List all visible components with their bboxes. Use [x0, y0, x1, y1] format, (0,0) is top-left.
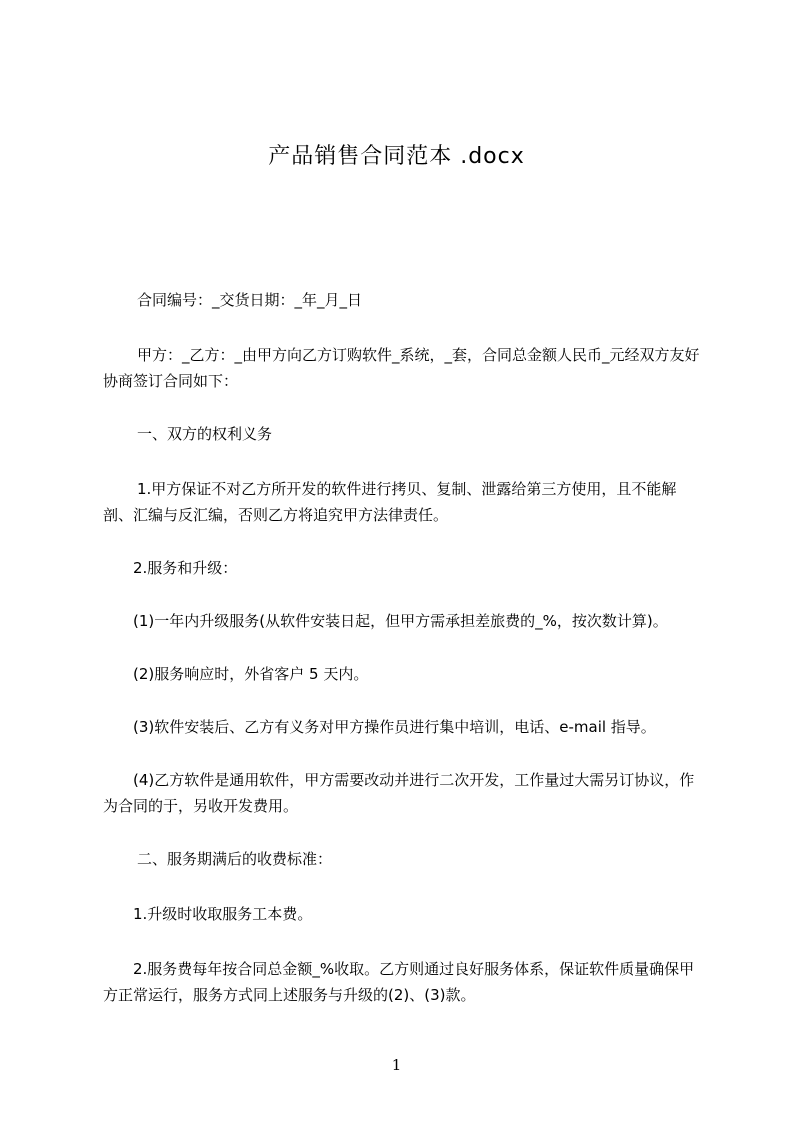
contract-number-line: 合同编号：_交货日期：_年_月_日	[137, 291, 363, 309]
sub-clause-4: (4)乙方软件是通用软件，甲方需要改动并进行二次开发，工作量过大需另订协议，作为合同的于，另收开发费用。	[103, 771, 695, 815]
sub-clause-2: (2)服务响应时，外省客户 5 天内。	[133, 665, 369, 683]
fee-clause-2: 2.服务费每年按合同总金额_%收取。乙方则通过良好服务体系，保证软件质量确保甲方正常运行，服务方式同上述服务与升级的(2)、(3)款。	[103, 960, 695, 1004]
fee-clause-1: 1.升级时收取服务工本费。	[133, 905, 313, 923]
section-heading-fees: 二、服务期满后的收费标准：	[137, 850, 333, 868]
parties-paragraph: 甲方：_乙方：_由甲方向乙方订购软件_系统，_套，合同总金额人民币_元经双方友好协商签订合同如下：	[103, 346, 700, 390]
sub-clause-3: (3)软件安装后、乙方有义务对甲方操作员进行集中培训，电话、e-mail 指导。	[133, 718, 656, 736]
clause-1: 1.甲方保证不对乙方所开发的软件进行拷贝、复制、泄露给第三方使用，且不能解剖、汇编与反汇编，否则乙方将追究甲方法律责任。	[103, 480, 677, 524]
sub-clause-1: (1)一年内升级服务(从软件安装日起，但甲方需承担差旅费的_%，按次数计算)。	[133, 612, 668, 630]
document-title: 产品销售合同范本 .docx	[268, 144, 525, 169]
clause-2: 2.服务和升级：	[133, 559, 238, 577]
page-number: 1	[391, 1056, 402, 1074]
section-heading-rights: 一、双方的权利义务	[137, 425, 273, 443]
